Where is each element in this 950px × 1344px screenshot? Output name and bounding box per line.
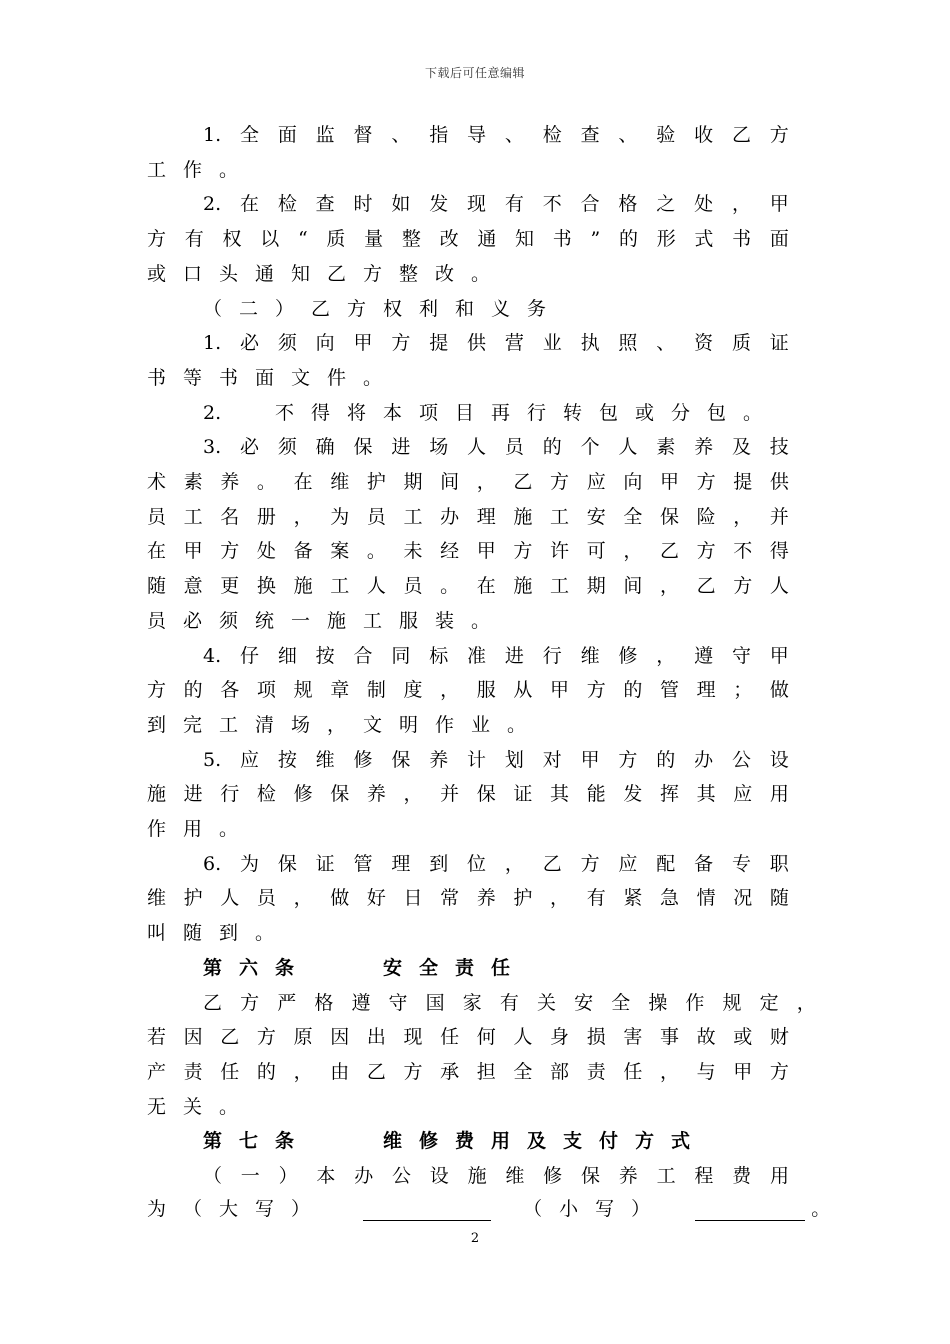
text-line: 1. 全 面 监 督 、 指 导 、 检 查 、 验 收 乙 方 (203, 124, 789, 146)
text-line: 方 的 各 项 规 章 制 度 ， 服 从 甲 方 的 管 理 ； 做 (147, 679, 789, 702)
text-line: 4. 仔 细 按 合 同 标 准 进 行 维 修 ， 遵 守 甲 (203, 644, 789, 667)
text-line: （ 一 ） 本 办 公 设 施 维 修 保 养 工 程 费 用 (203, 1165, 789, 1187)
text-line: 工 作 。 (147, 158, 239, 181)
text-line: 产 责 任 的 ， 由 乙 方 承 担 全 部 责 任 ， 与 甲 方 (147, 1060, 789, 1083)
text-line: （ 二 ） 乙 方 权 利 和 义 务 (203, 297, 547, 320)
text-line: 作 用 。 (147, 818, 239, 840)
fee-line-prefix: 为 （ 大 写 ） (147, 1198, 311, 1220)
text-line: 5. 应 按 维 修 保 养 计 划 对 甲 方 的 办 公 设 (203, 748, 789, 771)
page-header: 下载后可任意编辑 (424, 66, 525, 80)
fee-amount-uppercase-blank[interactable] (363, 1200, 491, 1221)
section-heading: 第 七 条 维 修 费 用 及 支 付 方 式 (203, 1130, 691, 1153)
text-line: 在 甲 方 处 备 案 。 未 经 甲 方 许 可 ， 乙 方 不 得 (147, 540, 789, 563)
text-line: 方 有 权 以 “ 质 量 整 改 通 知 书 ” 的 形 式 书 面 (147, 228, 789, 251)
fee-amount-lowercase-blank[interactable] (695, 1200, 805, 1221)
text-line: 2. 在 检 查 时 如 发 现 有 不 合 格 之 处 ， 甲 (203, 193, 789, 216)
text-line: 1. 必 须 向 甲 方 提 供 营 业 执 照 、 资 质 证 (203, 332, 789, 355)
text-line: 或 口 头 通 知 乙 方 整 改 。 (147, 262, 491, 285)
text-line: 维 护 人 员 ， 做 好 日 常 养 护 ， 有 紧 急 情 况 随 (147, 887, 789, 910)
text-line: 无 关 。 (147, 1095, 239, 1118)
text-line: 2. 不 得 将 本 项 目 再 行 转 包 或 分 包 。 (203, 401, 763, 424)
text-line: 书 等 书 面 文 件 。 (147, 366, 383, 389)
text-line: 员 工 名 册 ， 为 员 工 办 理 施 工 安 全 保 险 ， 并 (147, 505, 789, 528)
fee-line (147, 1197, 831, 1221)
text-line: 到 完 工 清 场 ， 文 明 作 业 。 (147, 713, 527, 736)
text-line: 3. 必 须 确 保 进 场 人 员 的 个 人 素 养 及 技 (203, 436, 789, 459)
fee-line-suffix: 。 (811, 1198, 831, 1220)
text-line: 术 素 养 。 在 维 护 期 间 ， 乙 方 应 向 甲 方 提 供 (147, 471, 789, 493)
section-heading: 第 六 条 安 全 责 任 (203, 956, 511, 979)
text-line: 若 因 乙 方 原 因 出 现 任 何 人 身 损 害 事 故 或 财 (147, 1026, 789, 1049)
text-line: 6. 为 保 证 管 理 到 位 ， 乙 方 应 配 备 专 职 (203, 852, 789, 875)
fee-line-middle: （ 小 写 ） (523, 1198, 651, 1220)
text-line: 施 进 行 检 修 保 养 ， 并 保 证 其 能 发 挥 其 应 用 (147, 783, 789, 806)
text-line: 乙 方 严 格 遵 守 国 家 有 关 安 全 操 作 规 定 ， (203, 991, 816, 1014)
text-line: 员 必 须 统 一 施 工 服 装 。 (147, 609, 491, 632)
text-line: 叫 随 到 。 (147, 922, 275, 945)
page-number: 2 (470, 1231, 480, 1246)
text-line: 随 意 更 换 施 工 人 员 。 在 施 工 期 间 ， 乙 方 人 (147, 575, 789, 598)
